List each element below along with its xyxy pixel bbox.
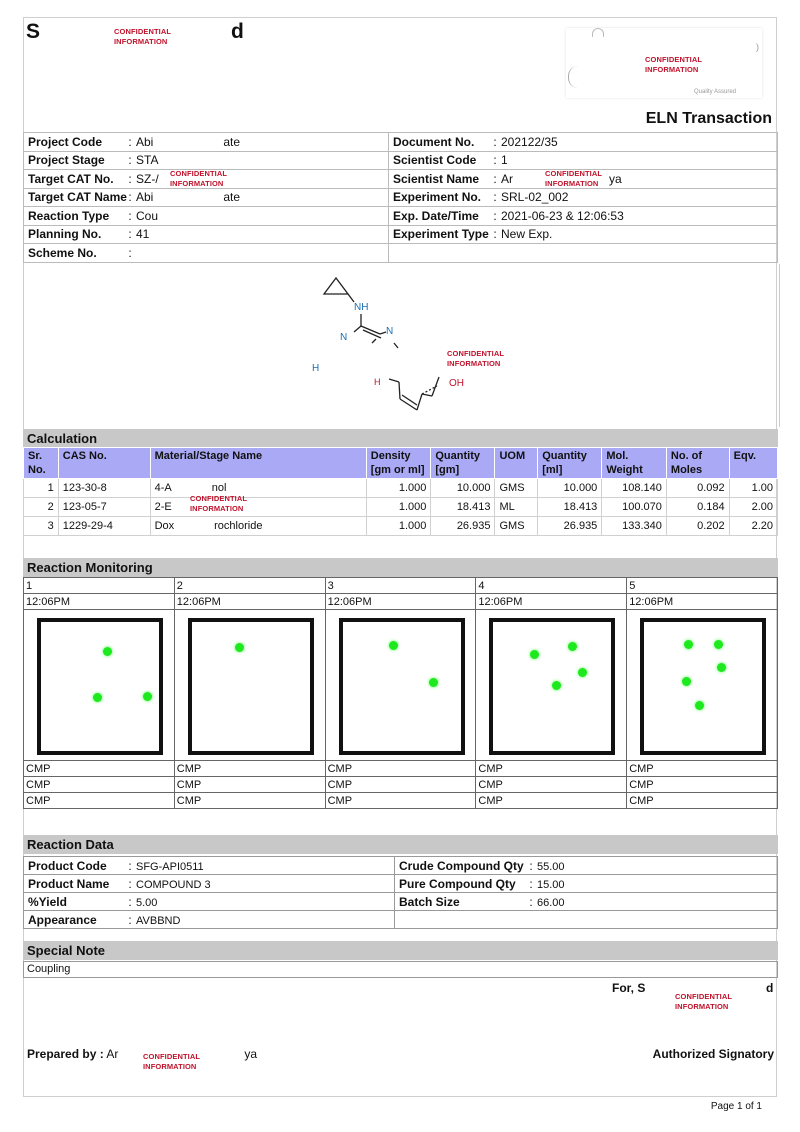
info-left-cell: Project Stage : STA	[24, 151, 389, 170]
tlc-plate	[37, 618, 163, 755]
cmp-cell: CMP	[627, 777, 778, 793]
svg-text:H: H	[374, 377, 381, 387]
info-row	[24, 207, 778, 226]
monitor-number: 2	[174, 578, 325, 594]
cmp-cell: CMP	[627, 793, 778, 809]
calc-header-cell: Mol. Weight	[602, 448, 667, 479]
tlc-spot	[389, 641, 398, 650]
logo-tagline: Quality Assured	[694, 89, 737, 95]
for-company-end: d	[766, 981, 774, 995]
company-name: S d	[26, 20, 245, 43]
calc-header-cell: Density [gm or ml]	[366, 448, 431, 479]
tlc-cell	[24, 610, 175, 761]
tlc-cell	[627, 610, 778, 761]
monitor-number: 4	[476, 578, 627, 594]
calc-header-cell: Quantity [gm]	[431, 448, 495, 479]
tlc-spot	[578, 668, 587, 677]
info-right-cell: Scientist Code : 1	[389, 151, 778, 170]
cmp-cell: CMP	[325, 777, 476, 793]
tlc-spot	[103, 647, 112, 656]
cmp-cell: CMP	[174, 777, 325, 793]
cmp-cell: CMP	[476, 761, 627, 777]
monitor-time-row	[24, 594, 778, 610]
table-row: 2 123-05-7 2-E 1.000 18.413 ML 18.413 100.070 0.184 2.00	[24, 498, 778, 517]
reaction-data-row: Product Name : COMPOUND 3 Pure Compound Qty : 15.00	[24, 875, 778, 893]
info-right-cell: Document No. : 202122/35	[389, 133, 778, 152]
chemical-structure	[24, 264, 779, 427]
monitor-number-row	[24, 578, 778, 594]
confidential-mark: CONFIDENTIAL INFORMATION	[190, 494, 248, 513]
svg-text:N: N	[386, 326, 394, 337]
monitor-number: 1	[24, 578, 175, 594]
info-left-cell: Target CAT Name: Abi ate	[24, 188, 389, 207]
calc-header-cell: No. of Moles	[666, 448, 729, 479]
monitor-time: 12:06PM	[325, 594, 476, 610]
special-note-text: Coupling	[23, 961, 778, 978]
tlc-plate	[640, 618, 766, 755]
confidential-mark: CONFIDENTIAL INFORMATION	[675, 992, 733, 1011]
tlc-spot	[714, 640, 723, 649]
reaction-data-row: Product Code : SFG-API0511 Crude Compound Qty : 55.00	[24, 857, 778, 875]
monitor-time: 12:06PM	[174, 594, 325, 610]
tlc-plate	[489, 618, 615, 755]
calculation-table	[23, 447, 778, 536]
info-left-cell: Planning No. : 41	[24, 225, 389, 244]
confidential-mark: CONFIDENTIAL INFORMATION	[143, 1052, 201, 1071]
cmp-cell: CMP	[174, 793, 325, 809]
tlc-spot	[682, 677, 691, 686]
info-left-cell: Target CAT No. : SZ-/ CONFIDENTIAL INFORMATION	[24, 170, 389, 189]
calc-header-row	[24, 448, 778, 479]
reaction-data-title: Reaction Data	[23, 835, 778, 854]
tlc-spot	[429, 678, 438, 687]
info-row	[24, 225, 778, 244]
tlc-spot	[235, 643, 244, 652]
tlc-spot	[717, 663, 726, 672]
special-note-title: Special Note	[23, 941, 778, 960]
info-left-cell: Project Code : Abi ate	[24, 133, 389, 152]
cmp-cell: CMP	[24, 793, 175, 809]
svg-text:OH: OH	[449, 378, 464, 389]
reaction-monitoring-table	[23, 577, 778, 809]
svg-text:H: H	[312, 363, 320, 374]
calc-header-cell: Quantity [ml]	[538, 448, 602, 479]
document-type: ELN Transaction	[645, 110, 772, 127]
nh-label: NH	[354, 302, 369, 313]
for-company-label: For, S	[612, 981, 646, 995]
tlc-plate	[188, 618, 314, 755]
info-right-cell: Experiment No. : SRL-02_002	[389, 188, 778, 207]
tlc-spot	[568, 642, 577, 651]
cmp-cell: CMP	[325, 793, 476, 809]
page-number: Page 1 of 1	[710, 1101, 762, 1112]
cmp-row	[24, 761, 778, 777]
calc-header-cell: Material/Stage Name	[150, 448, 366, 479]
tlc-spot	[552, 681, 561, 690]
reaction-data-row: Appearance : AVBBND	[24, 911, 778, 929]
confidential-mark: CONFIDENTIAL INFORMATION	[114, 27, 172, 46]
confidential-mark: CONFIDENTIAL INFORMATION	[645, 55, 703, 74]
calc-header-cell: Eqv.	[729, 448, 777, 479]
cmp-cell: CMP	[24, 761, 175, 777]
info-right-cell: Scientist Name : Ar ya CONFIDENTIAL INFORMATION	[389, 170, 778, 189]
table-row: 3 1229-29-4 Dox rochloride 1.000 26.935 GMS 26.935 133.340 0.202 2.20	[24, 517, 778, 536]
monitor-time: 12:06PM	[627, 594, 778, 610]
tlc-plate-row	[24, 610, 778, 761]
info-right-cell-empty	[389, 244, 778, 263]
calc-header-cell: UOM	[495, 448, 538, 479]
tlc-spot	[93, 693, 102, 702]
reaction-data-row: %Yield : 5.00 Batch Size : 66.00	[24, 893, 778, 911]
cmp-cell: CMP	[476, 777, 627, 793]
info-row	[24, 151, 778, 170]
svg-text:N: N	[340, 332, 348, 343]
table-row: 1 123-30-8 4-A nol 1.000 10.000 GMS 10.000 108.140 0.092 1.00	[24, 479, 778, 498]
cmp-cell: CMP	[476, 793, 627, 809]
monitor-time: 12:06PM	[476, 594, 627, 610]
reaction-data-table	[23, 856, 778, 929]
monitor-time: 12:06PM	[24, 594, 175, 610]
tlc-cell	[325, 610, 476, 761]
prepared-by: Prepared by : Ar ya	[27, 1047, 258, 1061]
tlc-cell	[476, 610, 627, 761]
calc-header-cell: CAS No.	[58, 448, 150, 479]
info-left-cell: Scheme No. :	[24, 244, 389, 263]
info-right-cell: Experiment Type : New Exp.	[389, 225, 778, 244]
project-info-table	[23, 132, 778, 263]
reaction-monitoring-title: Reaction Monitoring	[23, 558, 778, 577]
company-logo: ) Quality Assured	[566, 28, 762, 98]
cmp-row	[24, 793, 778, 809]
tlc-spot	[684, 640, 693, 649]
tlc-spot	[530, 650, 539, 659]
info-row	[24, 133, 778, 152]
cmp-cell: CMP	[627, 761, 778, 777]
info-right-cell: Exp. Date/Time : 2021-06-23 & 12:06:53	[389, 207, 778, 226]
reaction-scheme	[23, 264, 780, 427]
cmp-cell: CMP	[325, 761, 476, 777]
calc-header-cell: Sr. No.	[24, 448, 59, 479]
calculation-section-title: Calculation	[23, 429, 778, 448]
authorized-signatory: Authorized Signatory	[652, 1047, 774, 1061]
tlc-spot	[143, 692, 152, 701]
info-row	[24, 170, 778, 189]
monitor-number: 5	[627, 578, 778, 594]
tlc-spot	[695, 701, 704, 710]
confidential-mark: CONFIDENTIAL INFORMATION	[447, 349, 505, 368]
cmp-cell: CMP	[24, 777, 175, 793]
info-row	[24, 244, 778, 263]
tlc-cell	[174, 610, 325, 761]
cmp-cell: CMP	[174, 761, 325, 777]
info-row	[24, 188, 778, 207]
tlc-plate	[339, 618, 465, 755]
cmp-row	[24, 777, 778, 793]
monitor-number: 3	[325, 578, 476, 594]
info-left-cell: Reaction Type : Cou	[24, 207, 389, 226]
